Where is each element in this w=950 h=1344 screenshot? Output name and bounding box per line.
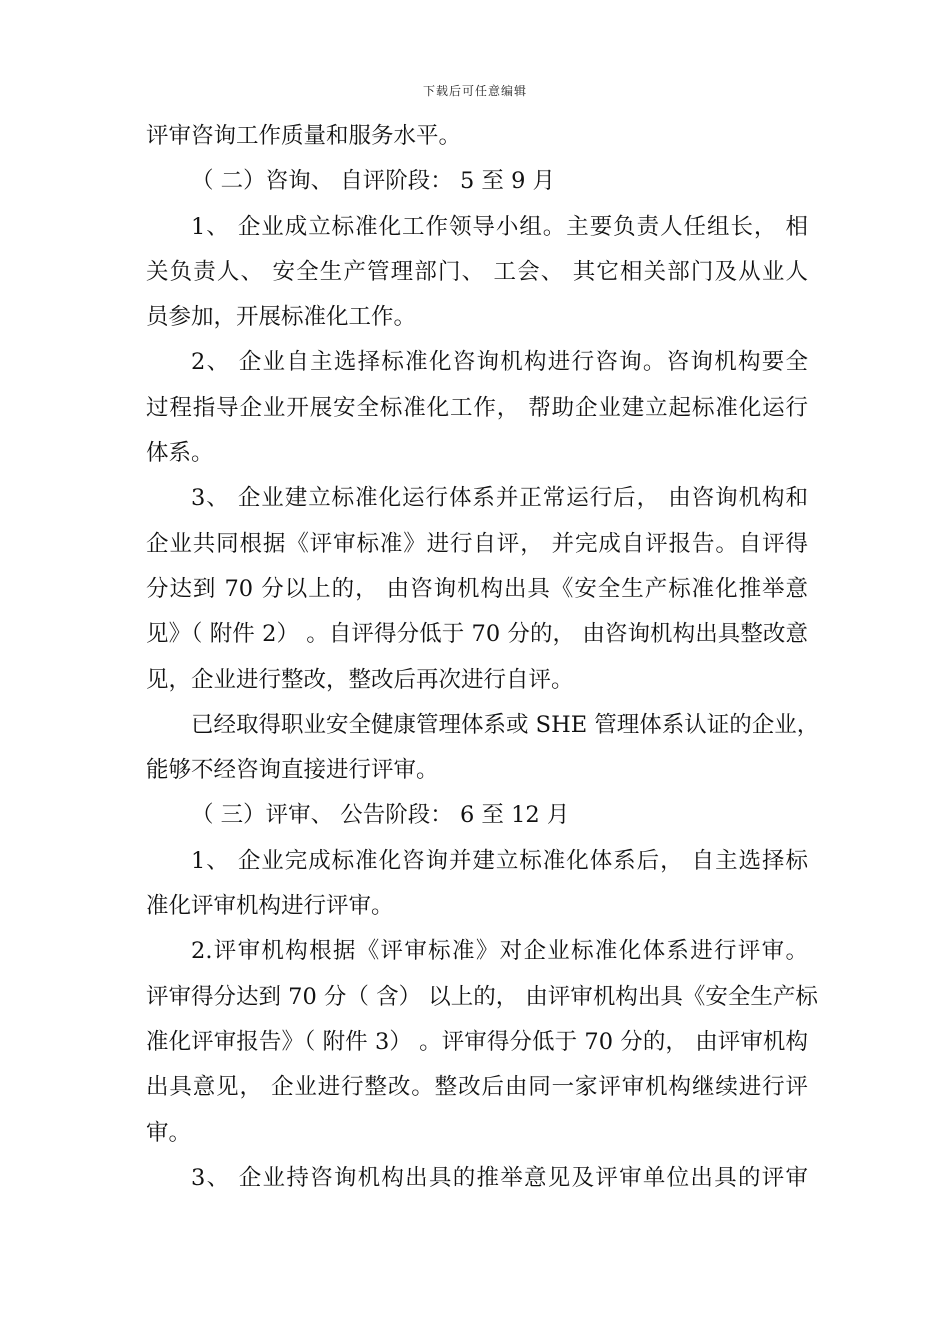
text-line: （ 二）咨询、 自评阶段： 5 至 9 月 <box>191 168 556 195</box>
text-line: 能够不经咨询直接进行评审。 <box>146 757 439 784</box>
text-line: 2.评审机构根据《评审标准》对企业标准化体系进行评审。 <box>191 938 808 965</box>
body-text <box>146 114 820 1201</box>
text-line: 分达到 70 分以上的， 由咨询机构出具《安全生产标准化推举意 <box>146 575 808 602</box>
text-line: 准化评审报告》（ 附件 3） 。评审得分低于 70 分的， 由评审机构 <box>146 1028 808 1055</box>
text-line: （ 三）评审、 公告阶段： 6 至 12 月 <box>191 802 570 829</box>
text-line: 企业共同根据《评审标准》进行自评， 并完成自评报告。自评得 <box>146 530 808 557</box>
text-line: 3、 企业建立标准化运行体系并正常运行后， 由咨询机构和 <box>191 485 808 512</box>
text-line: 过程指导企业开展安全标准化工作， 帮助企业建立起标准化运行 <box>146 394 808 421</box>
text-line: 1、 企业完成标准化咨询并建立标准化体系后， 自主选择标 <box>191 847 808 874</box>
page-header: 下载后可任意编辑 <box>422 84 527 98</box>
text-line: 关负责人、 安全生产管理部门、 工会、 其它相关部门及从业人 <box>146 258 808 285</box>
text-line: 2、 企业自主选择标准化咨询机构进行咨询。咨询机构要全 <box>191 349 808 376</box>
text-line: 准化评审机构进行评审。 <box>146 893 394 920</box>
text-line: 见》（ 附件 2） 。自评得分低于 70 分的， 由咨询机构出具整改意 <box>146 621 808 648</box>
text-line: 评审咨询工作质量和服务水平。 <box>146 123 462 149</box>
text-line: 评审得分达到 70 分（ 含） 以上的， 由评审机构出具《安全生产标 <box>146 983 818 1010</box>
text-line: 已经取得职业安全健康管理体系或 SHE 管理体系认证的企业， <box>191 711 820 738</box>
text-line: 3、 企业持咨询机构出具的推举意见及评审单位出具的评审 <box>191 1164 808 1191</box>
text-line: 审。 <box>146 1119 192 1146</box>
text-line: 见，企业进行整改，整改后再次进行自评。 <box>146 666 574 693</box>
text-line: 出具意见， 企业进行整改。整改后由同一家评审机构继续进行评 <box>146 1074 808 1101</box>
text-line: 员参加，开展标准化工作。 <box>146 304 417 331</box>
text-line: 体系。 <box>146 440 214 467</box>
text-line: 1、 企业成立标准化工作领导小组。主要负责人任组长， 相 <box>191 213 808 240</box>
